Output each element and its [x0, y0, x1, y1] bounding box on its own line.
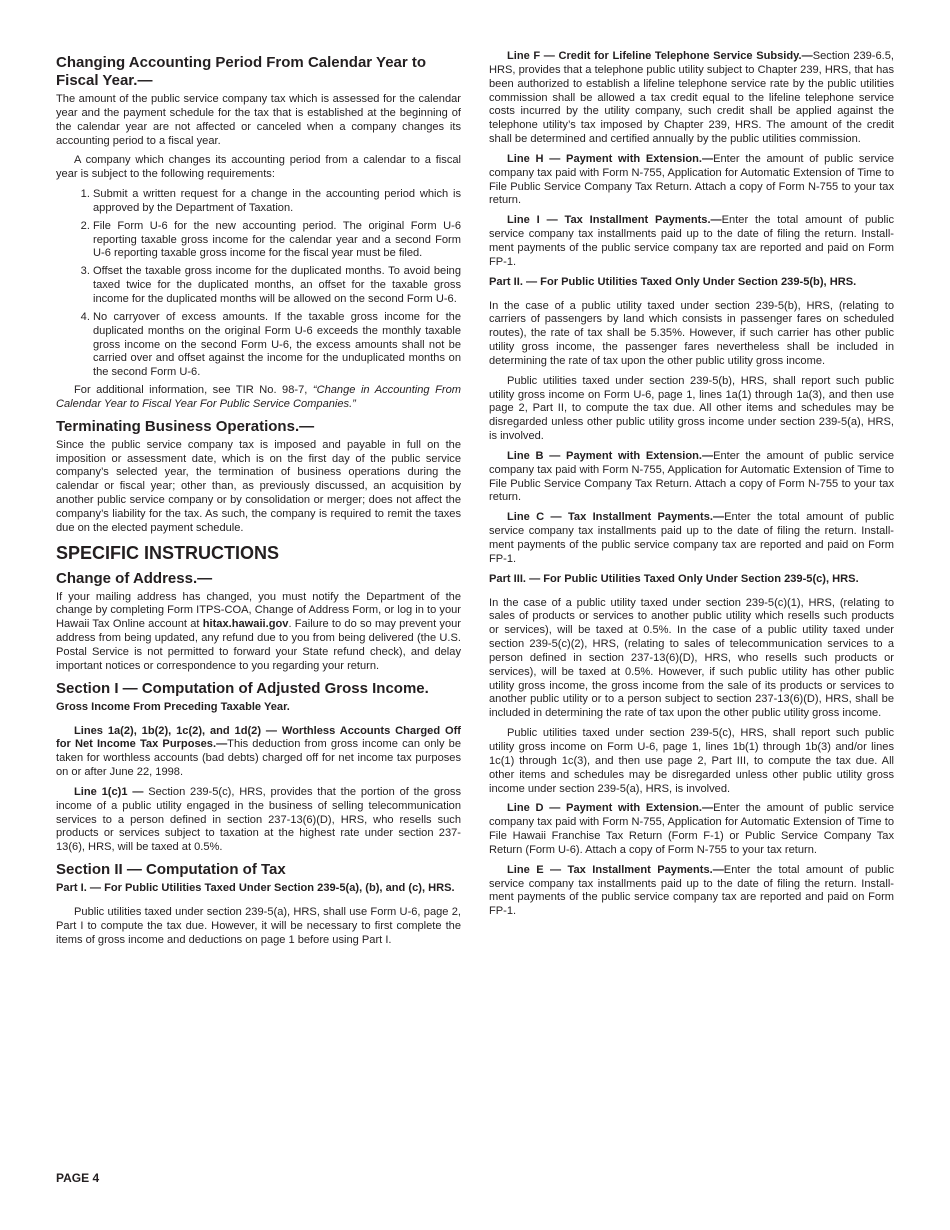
line-c-label: Line C — Tax Installment Payments.— — [507, 511, 725, 524]
part-2-heading: Part II. — For Public Utilities Taxed Only Under Section 239-5(b), HRS. — [489, 275, 857, 288]
changing-accounting-heading: Changing Accounting Period From Calendar Year to Fiscal Year.— — [56, 54, 427, 89]
left-column — [56, 50, 461, 954]
changing-accounting-paragraph: The amount of the public service company tax which is assessed for the calendar year and the payment schedule for the tax that is established at the beginning of the calendar year are not affected or canceled when a company changes its accounting period to a fiscal year. — [56, 93, 461, 147]
hitax-link[interactable]: hitax.hawaii.gov — [202, 618, 289, 631]
line-b-text: Enter the amount of public service company tax paid with Form N-755, Application for Automatic Extension of Time to File Public Service Company Tax Return. Attach a copy of Form N-755 to your tax return. — [489, 449, 894, 504]
tir-title: “Change in Accounting From Calendar Year to Fiscal Year For Public Service Companies.” — [56, 384, 461, 410]
line-i-label: Line I — Tax Installment Payments.— — [507, 214, 722, 227]
page-number: PAGE 4 — [56, 1171, 100, 1185]
tir-prefix: For additional information, see TIR No. 98-7, — [74, 384, 313, 397]
lines-1a-paragraph — [56, 725, 461, 780]
address-text-b: . Failure to do so may prevent your address from being updated, any refund due to you from being delivered (the U.S. Postal Service is not permitted to forward your State refund check), and delay important notices or correspondence to you regarding your return. — [56, 618, 461, 672]
line-i-paragraph — [489, 214, 894, 269]
part-3-heading: Part III. — For Public Utilities Taxed Only Under Section 239-5(c), HRS. — [489, 572, 859, 585]
tir-reference — [56, 384, 461, 412]
line-e-label: Line E — Tax Installment Payments.— — [507, 863, 724, 876]
line-f-paragraph — [489, 50, 894, 147]
list-item: 1. Submit a written request for a change in the accounting period which is approved by the Department of Taxation. — [93, 188, 461, 216]
list-item: 3. Offset the taxable gross income for the duplicated months. To avoid being taxed twice for the duplicated months, an offset for the taxable gross income for the duplicated months will be allowed on the second Form U-6. — [93, 265, 461, 307]
line-h-paragraph — [489, 153, 894, 208]
changing-accounting-requirements-intro: A company which changes its accounting period from a calendar to a fiscal year is subject to the following requirements: — [56, 154, 461, 181]
line-b-paragraph — [489, 450, 894, 505]
address-text-a: If your mailing address has changed, you must notify the Department of the change by completing Form ITPS-COA, Change of Address Form, or log in to your Hawaii Tax Online account at — [56, 590, 461, 631]
line-1c1-paragraph — [56, 786, 461, 855]
line-i-text: Enter the total amount of public service company tax installments paid up to the date of filing the return. Installment payments of the public service company tax are reported and paid on Form FP-1. — [489, 214, 894, 268]
part-2-paragraph-2: Public utilities taxed under section 239-5(b), HRS, shall report such public utility gross income on Form U-6, page 1, lines 1a(1) through 1a(3), and then use page 2, Part II, to compute the tax due. All other items and schedules may be disregarded unless other public utility gross income under section 239-5(a), HRS, is involved. — [489, 374, 894, 443]
line-d-paragraph — [489, 802, 894, 857]
change-of-address-paragraph — [56, 591, 461, 674]
line-b-label: Line B — Payment with Extension.— — [507, 449, 714, 462]
line-1c1-text: Section 239-5(c), HRS, provides that the portion of the gross income of a public utility engaged in the business of selling telecommunication services to a person defined in section 237-13(6)(D), HRS, who resells such products or services subject to taxation at the highest rate under section 237-13(6), HRS, will be taxed at 0.5%. — [56, 785, 461, 854]
part-1-heading: Part I. — For Public Utilities Taxed Under Section 239-5(a), (b), and (c), HRS. — [56, 882, 455, 895]
line-1c1-label: Line 1(c)1 — — [74, 785, 144, 798]
part-1-paragraph: Public utilities taxed under section 239-5(a), HRS, shall use Form U-6, page 2, Part I to compute the tax due. However, it will be necessary to first complete the items of gross income and deductions on page 1 before using Part I. — [56, 905, 461, 946]
line-c-text: Enter the total amount of public service company tax installments paid up to the date of filing the return. Installment payments of the public service company tax are reported and paid on Form FP-1. — [489, 511, 895, 565]
part-3-paragraph-2: Public utilities taxed under section 239-5(c), HRS, shall report such public utility gross income on Form U-6, page 1, lines 1b(1) through 1b(3) and/or lines 1c(1) through 1c(3), and then use page 2, Part III, to compute the tax due. All other items and schedules may be disregarded unless other public utility gross income under section 239-5(a), HRS, is involved. — [489, 727, 894, 795]
part-3-paragraph-1: In the case of a public utility taxed under section 239-5(c)(1), HRS, (relating to sales of products or services to another public utility which resells such products or services), will be taxed at 0.5%. In the case of a public utility taxed under section 239-5(c)(2), HRS, (relating to sales of telecommunication services to a person defined in section 237-13(6)(D), HRS, who resells such products or services), will be taxed at 0.5%. However, if such public utility has other public utility gross income, the gross income from the sale of its products or services to another public utility or to a person subject to section 237-13(6)(D), HRS, shall be included in determining the rate of tax upon the other public utility gross income. — [489, 596, 894, 720]
line-c-paragraph — [489, 511, 894, 566]
line-h-text: Enter the amount of public service company tax paid with Form N-755, Application for Automatic Extension of Time to File Public Service Company Tax Return. Attach a copy of Form N-755 to your tax return. — [489, 152, 894, 207]
terminating-paragraph: Since the public service company tax is imposed and payable in full on the imposition or assessment date, which is on the first day of the public service company’s selected year, the termination of business operations during the calendar or fiscal year; other than, as previously discussed, an acquisition by another public service company or by consolidation or merger; does not affect the company’s liability for the tax. As such, the company is required to remit the taxes due on the elected payment schedule. — [56, 438, 461, 534]
line-f-label: Line F — Credit for Lifeline Telephone Service Subsidy.— — [507, 50, 813, 62]
right-column — [489, 50, 894, 925]
line-d-label: Line D — Payment with Extension.— — [507, 802, 714, 815]
list-item: 2. File Form U-6 for the new accounting period. The original Form U-6 reporting taxable gross income for the calendar year and a second Form U-6 reporting taxable gross income for the fiscal year must be filed. — [93, 220, 461, 262]
line-h-label: Line H — Payment with Extension.— — [507, 152, 714, 165]
part-2-paragraph-1: In the case of a public utility taxed under section 239-5(b), HRS, (relating to carriers of passengers by land which consists in passenger fares on scheduled routes), the rate of tax shall be 5.35%. However, if such carrier has other public utility gross income, the passenger fares nevertheless shall be included in determining the rate of tax upon the other public utility gross income. — [489, 299, 894, 367]
line-e-text: Enter the total amount of public service company tax installments paid up to the date of filing the return. Installment payments of the public service company tax are reported and paid on Form FP-1. — [489, 863, 894, 918]
specific-instructions-heading: SPECIFIC INSTRUCTIONS — [56, 542, 280, 563]
change-of-address-heading: Change of Address.— — [56, 569, 213, 587]
line-d-text: Enter the amount of public service company tax paid with Form N-755, Application for Automatic Extension of Time to File Hawaii Franchise Tax Return (Form F-1) or Public Service Company Tax Return (Form U-6). Attach a copy of Form N-755 to your tax return. — [489, 802, 894, 856]
lines-1a-label: Lines 1a(2), 1b(2), 1c(2), and 1d(2) — Worthless Accounts Charged Off for Net Income Tax Purposes.— — [56, 724, 461, 751]
line-f-text: Section 239-6.5, HRS, provides that a telephone public utility subject to Chapter 239, HRS, that has been authorized to establish a lifeline telephone service rate by the public utilities commission shall be allowed a tax credit equal to the lifeline telephone service costs incurred by the utility company, such credit shall be applied against the telephone utility’s tax imposed by Chapter 239, HRS. The amount of the credit shall be determined and certified annually by the public utilities commission. — [489, 50, 895, 146]
section-2-heading: Section II — Computation of Tax — [56, 861, 286, 879]
lines-1a-text: This deduction from gross income can only be taken for worthless accounts (bad debts) charged off for net income tax purposes on or after June 22, 1998. — [56, 738, 461, 779]
terminating-heading: Terminating Business Operations.— — [56, 417, 315, 435]
gross-income-preceding-heading: Gross Income From Preceding Taxable Year. — [56, 700, 290, 713]
requirements-list — [56, 188, 461, 380]
line-e-paragraph — [489, 864, 894, 919]
section-1-heading: Section I — Computation of Adjusted Gross Income. — [56, 679, 429, 697]
list-item: 4. No carryover of excess amounts. If the taxable gross income for the duplicated months on the original Form U-6 exceeds the monthly taxable gross income on the second Form U-6, the excess amounts shall not be carried over and offset against the income for the unduplicated months on the second Form U-6. — [93, 311, 461, 380]
